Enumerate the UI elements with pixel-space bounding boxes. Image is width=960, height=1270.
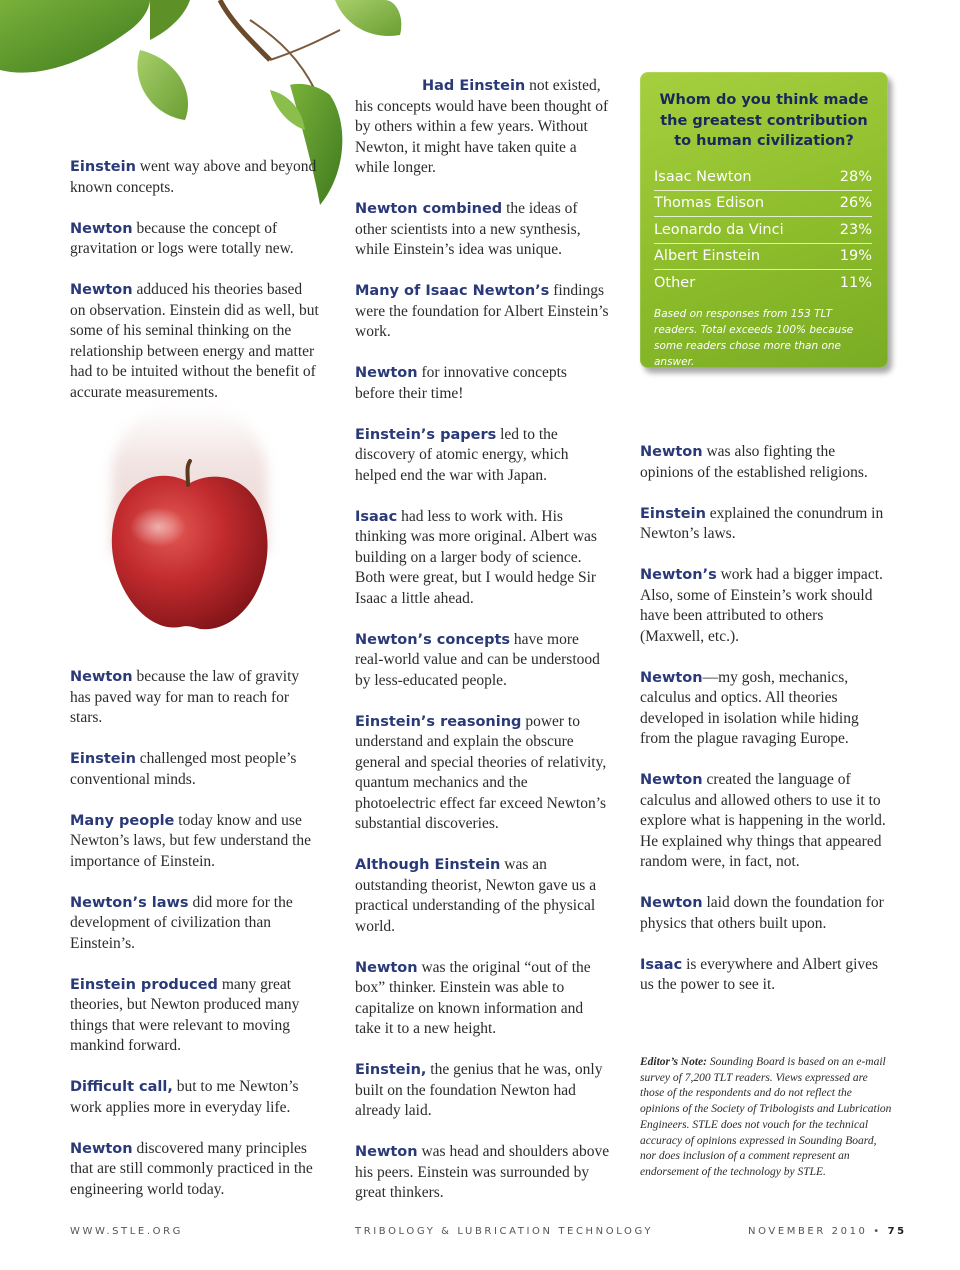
poll-row — [654, 217, 872, 244]
comment-lead: Newton — [640, 669, 703, 686]
comment-lead: Newton — [640, 772, 703, 788]
comment-text: challenged most people’s conventional minds. — [70, 750, 297, 788]
comment-lead: Many people — [70, 812, 175, 829]
comment-lead: Newton — [640, 895, 703, 911]
comment — [355, 712, 610, 835]
comment-lead: Newton combined — [355, 201, 503, 217]
comment-text: is everywhere and Albert gives us the power to see it. — [640, 955, 879, 993]
comment-text: did more for the development of civilization than Einstein’s. — [70, 893, 293, 952]
poll-row-name: Isaac Newton — [654, 168, 752, 185]
comment — [640, 565, 890, 647]
comment-lead: Newton — [640, 444, 703, 460]
poll-results-list — [654, 164, 872, 296]
comment — [70, 280, 320, 403]
poll-row-name: Leonardo da Vinci — [654, 221, 784, 238]
comment — [355, 507, 610, 610]
falling-apple-image — [100, 455, 280, 645]
comment-lead: Newton — [355, 959, 418, 976]
footer-publication: TRIBOLOGY & LUBRICATION TECHNOLOGY — [355, 1226, 654, 1237]
comment — [355, 425, 610, 487]
comment — [70, 1077, 320, 1118]
comment — [70, 893, 320, 955]
comment-lead: Einstein — [70, 751, 136, 767]
comment-lead: Newton’s — [640, 567, 717, 583]
comment-lead: Had Einstein — [422, 78, 526, 94]
comment-text: had less to work with. His thinking was more original. Albert was building on a larger body of science. Both were great, but I would hedge Sir Isaac a little ahead. — [355, 507, 597, 607]
comment-text: laid down the foundation for physics that others built upon. — [640, 894, 884, 932]
editors-note — [640, 1055, 892, 1181]
footer-month: NOVEMBER 2010 — [748, 1226, 868, 1237]
comment-text: created the language of calculus and allowed others to use it to explore what is happening in the world. He explained why things that appeared random were, in fact, not. — [640, 771, 886, 870]
comment-lead: Einstein — [640, 505, 706, 522]
comment-text: have more real-world value and can be understood by less-educated people. — [355, 630, 600, 689]
comment-text: for innovative concepts before their time! — [355, 364, 567, 402]
comment-text: findings were the foundation for Albert Einstein’s work. — [355, 282, 609, 340]
comment-text: discovered many principles that are still commonly practiced in the engineering world today. — [70, 1139, 313, 1198]
comment-lead: Newton — [355, 1144, 418, 1160]
comment-text: the ideas of other scientists into a new synthesis, while Einstein’s idea was unique. — [355, 200, 581, 258]
comments-column-3 — [640, 442, 890, 1016]
poll-row-name: Albert Einstein — [654, 248, 761, 265]
comment — [70, 811, 320, 873]
comment — [355, 958, 610, 1040]
poll-row-percent: 28% — [839, 168, 872, 185]
comment — [355, 630, 610, 692]
comment — [70, 749, 320, 790]
poll-row — [654, 244, 872, 271]
comment-lead: Although Einstein — [355, 857, 501, 873]
comment — [355, 1060, 610, 1122]
page-number: 75 — [887, 1226, 907, 1237]
comment — [355, 363, 610, 404]
comment-lead: Many of Isaac Newton’s — [355, 283, 550, 299]
poll-row-percent: 26% — [839, 195, 872, 212]
comment-lead: Newton — [70, 220, 133, 237]
comment — [640, 504, 890, 545]
comment-text: because the law of gravity has paved way for man to reach for stars. — [70, 668, 300, 726]
comment-lead: Newton — [70, 282, 133, 298]
comments-column-2 — [355, 76, 610, 1224]
comment — [640, 668, 890, 750]
comment-lead: Einstein, — [355, 1062, 427, 1078]
comment-text: led to the discovery of atomic energy, which helped end the war with Japan. — [355, 425, 569, 484]
comment — [70, 667, 320, 729]
comment — [70, 219, 320, 260]
comment — [355, 76, 610, 179]
comment-lead: Newton’s concepts — [355, 631, 511, 648]
comment-text: work had a bigger impact. Also, some of Einstein’s work should have been attributed to others (Maxwell, etc.). — [640, 566, 883, 645]
comment — [640, 770, 890, 873]
comment-text: adduced his theories based on observation. Einstein did as well, but some of his seminal thinking on the relationship between energy and matter had to be intuited without the benefit of accurate measurements. — [70, 281, 319, 401]
footer-separator: • — [867, 1226, 888, 1237]
comment-text: power to understand and explain the obscure general and special theories of relativity, quantum mechanics and the photoelectric effect far exceed Newton’s substantial discoveries. — [355, 712, 607, 832]
editors-note-label: Editor’s Note: — [640, 1056, 707, 1068]
comment-text: —my gosh, mechanics, calculus and optics. All theories developed in isolation while hiding from the plague ravaging Europe. — [640, 668, 859, 747]
comment — [355, 199, 610, 261]
comment-lead: Newton — [70, 1140, 133, 1157]
poll-footnote: Based on responses from 153 TLT readers. Total exceeds 100% because some readers chose more than one answer. — [654, 308, 854, 368]
comments-column-1-bottom — [70, 667, 320, 1221]
poll-row — [654, 270, 872, 296]
poll-row-percent: 11% — [839, 274, 872, 291]
poll-row — [654, 164, 872, 191]
comment-lead: Isaac — [640, 956, 683, 973]
poll-question: Whom do you think made the greatest contribution to human civilization? — [659, 92, 869, 149]
comment-text: was head and shoulders above his peers. Einstein was surrounded by great thinkers. — [355, 1143, 610, 1201]
comment-lead: Newton’s laws — [70, 894, 189, 911]
comment — [640, 955, 890, 996]
poll-row-name: Other — [654, 274, 696, 291]
poll-row-name: Thomas Edison — [654, 195, 765, 212]
comment-lead: Einstein produced — [70, 976, 218, 993]
poll-results-box — [640, 72, 888, 368]
comment — [640, 442, 890, 483]
comment-lead: Newton — [70, 669, 133, 685]
poll-row — [654, 191, 872, 218]
comment-text: many great theories, but Newton produced many things that were relevant to moving mankind forward. — [70, 975, 300, 1054]
comment-lead: Einstein’s reasoning — [355, 713, 522, 730]
comment-lead: Difficult call, — [70, 1079, 173, 1095]
footer-website: WWW.STLE.ORG — [70, 1226, 183, 1237]
editors-note-text: Sounding Board is based on an e-mail survey of 7,200 TLT readers. Views expressed are those of the respondents and do not reflect the opinions of the Society of Tribologists and Lubrication Engineers. STLE does not vouch for the technical accuracy of opinions expressed in Sounding Board, nor does inclusion of a comment represent an endorsement of the technology by STLE. — [640, 1056, 892, 1178]
comment-text: was also fighting the opinions of the established religions. — [640, 443, 868, 481]
comment-text: went way above and beyond known concepts. — [70, 158, 317, 196]
comments-column-1-top — [70, 157, 320, 424]
comment-lead: Newton — [355, 365, 418, 381]
poll-row-percent: 19% — [839, 248, 872, 265]
comment — [640, 893, 890, 934]
comment — [70, 1139, 320, 1201]
footer-issue — [748, 1226, 907, 1237]
comment-text: because the concept of gravitation or logs were totally new. — [70, 219, 294, 257]
poll-row-percent: 23% — [839, 221, 872, 238]
comment-text: was an outstanding theorist, Newton gave us a practical understanding of the physical world. — [355, 856, 597, 935]
comment — [355, 281, 610, 343]
comment-lead: Einstein — [70, 159, 136, 175]
comment-text: but to me Newton’s work applies more in everyday life. — [70, 1078, 299, 1116]
comment — [70, 975, 320, 1057]
comment-lead: Einstein’s papers — [355, 426, 497, 443]
comment-text: was the original “out of the box” thinker. Einstein was able to capitalize on known information and take it to a new height. — [355, 958, 591, 1037]
comment-text: today know and use Newton’s laws, but few understand the importance of Einstein. — [70, 811, 312, 870]
comment — [355, 855, 610, 937]
comment-lead: Isaac — [355, 508, 398, 525]
comment-text: explained the conundrum in Newton’s laws. — [640, 504, 884, 542]
comment — [70, 157, 320, 198]
comment-text: not existed, his concepts would have been thought of by others within a few years. Without Newton, it might have taken quite a while longer. — [355, 77, 609, 176]
comment — [355, 1142, 610, 1204]
comment-text: the genius that he was, only built on the foundation Newton had already laid. — [355, 1061, 603, 1119]
